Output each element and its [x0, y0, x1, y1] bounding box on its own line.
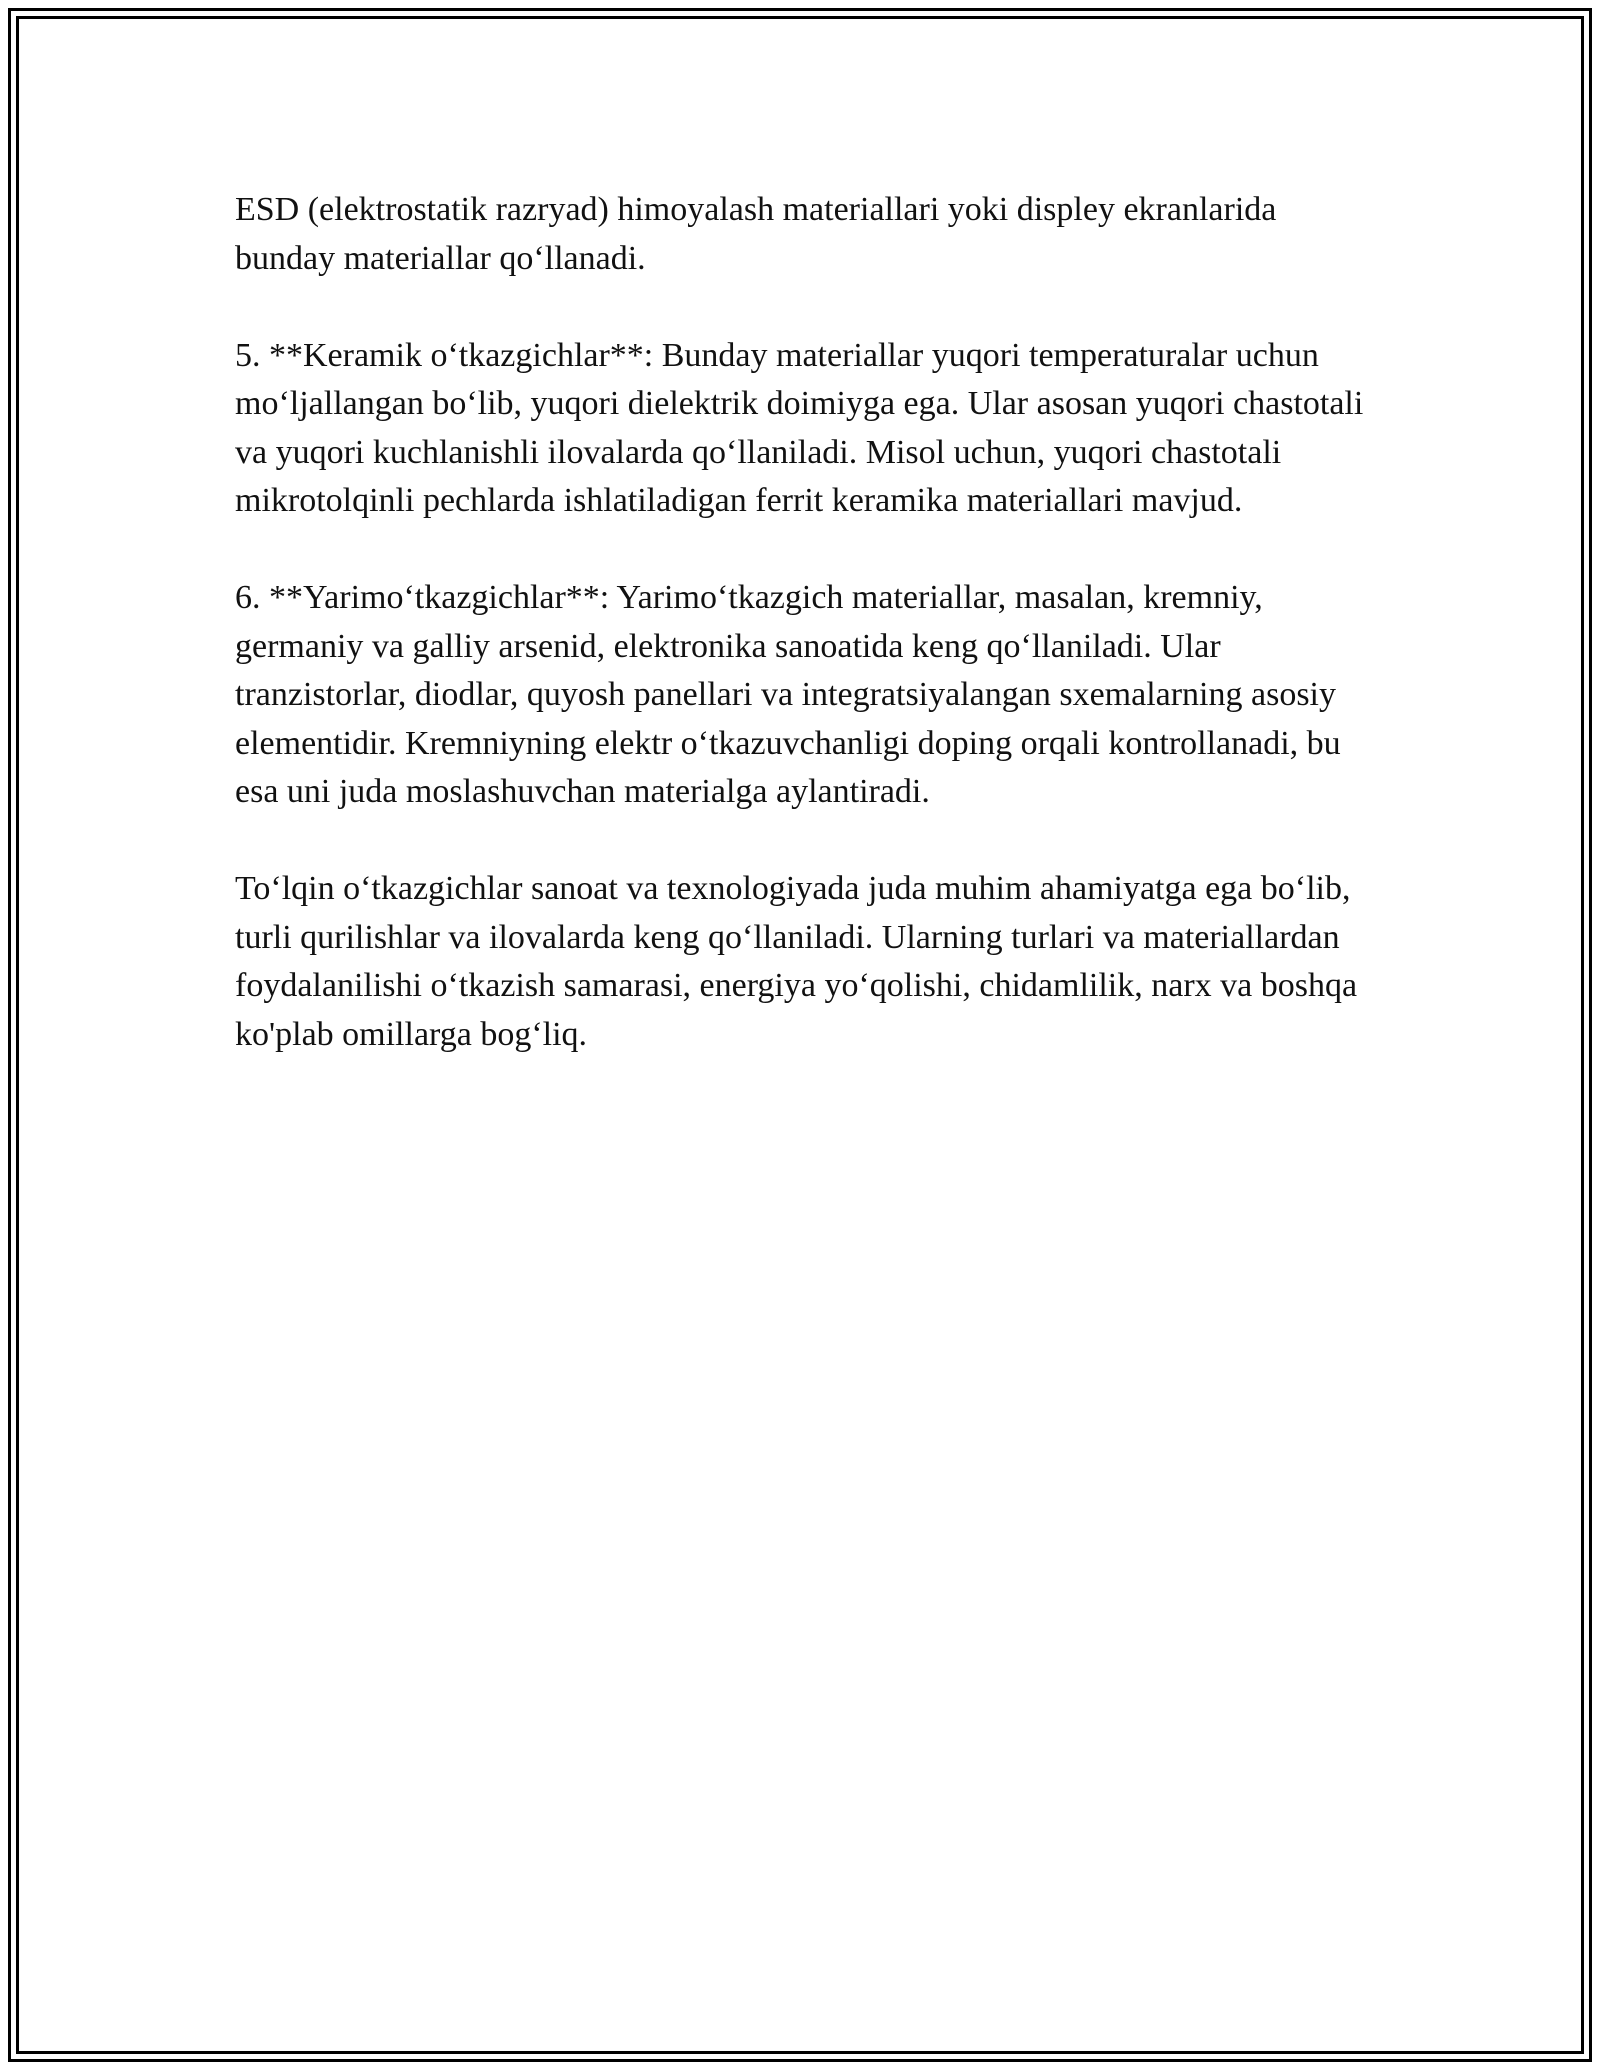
- document-body: [235, 186, 1375, 1108]
- paragraph-esd: ESD (elektrostatik razryad) himoyalash materiallari yoki displey ekranlarida bunday materiallar qo‘llanadi.: [235, 191, 1277, 277]
- paragraph-conclusion: To‘lqin o‘tkazgichlar sanoat va texnologiyada juda muhim ahamiyatga ega bo‘lib, turli qurilishlar va ilovalarda keng qo‘llaniladi. Ularning turlari va materiallardan foydalanilishi o‘tkazish samarasi, energiya yo‘qolishi, chidamlilik, narx va boshqa ko'plab omillarga bog‘liq.: [235, 870, 1358, 1053]
- paragraph-semiconductors: 6. **Yarimo‘tkazgichlar**: Yarimo‘tkazgich materiallar, masalan, kremniy, germaniy va galliy arsenid, elektronika sanoatida keng qo‘llaniladi. Ular tranzistorlar, diodlar, quyosh panellari va integratsiyalangan sxemalarning asosiy elementidir. Kremniyning elektr o‘tkazuvchanligi doping orqali kontrollanadi, bu esa uni juda moslashuvchan materialga aylantiradi.: [235, 579, 1341, 810]
- paragraph-ceramic-conductors: 5. **Keramik o‘tkazgichlar**: Bunday materiallar yuqori temperaturalar uchun mo‘ljallangan bo‘lib, yuqori dielektrik doimiyga ega. Ular asosan yuqori chastotali va yuqori kuchlanishli ilovalarda qo‘llaniladi. Misol uchun, yuqori chastotali mikrotolqinli pechlarda ishlatiladigan ferrit keramika materiallari mavjud.: [235, 336, 1364, 519]
